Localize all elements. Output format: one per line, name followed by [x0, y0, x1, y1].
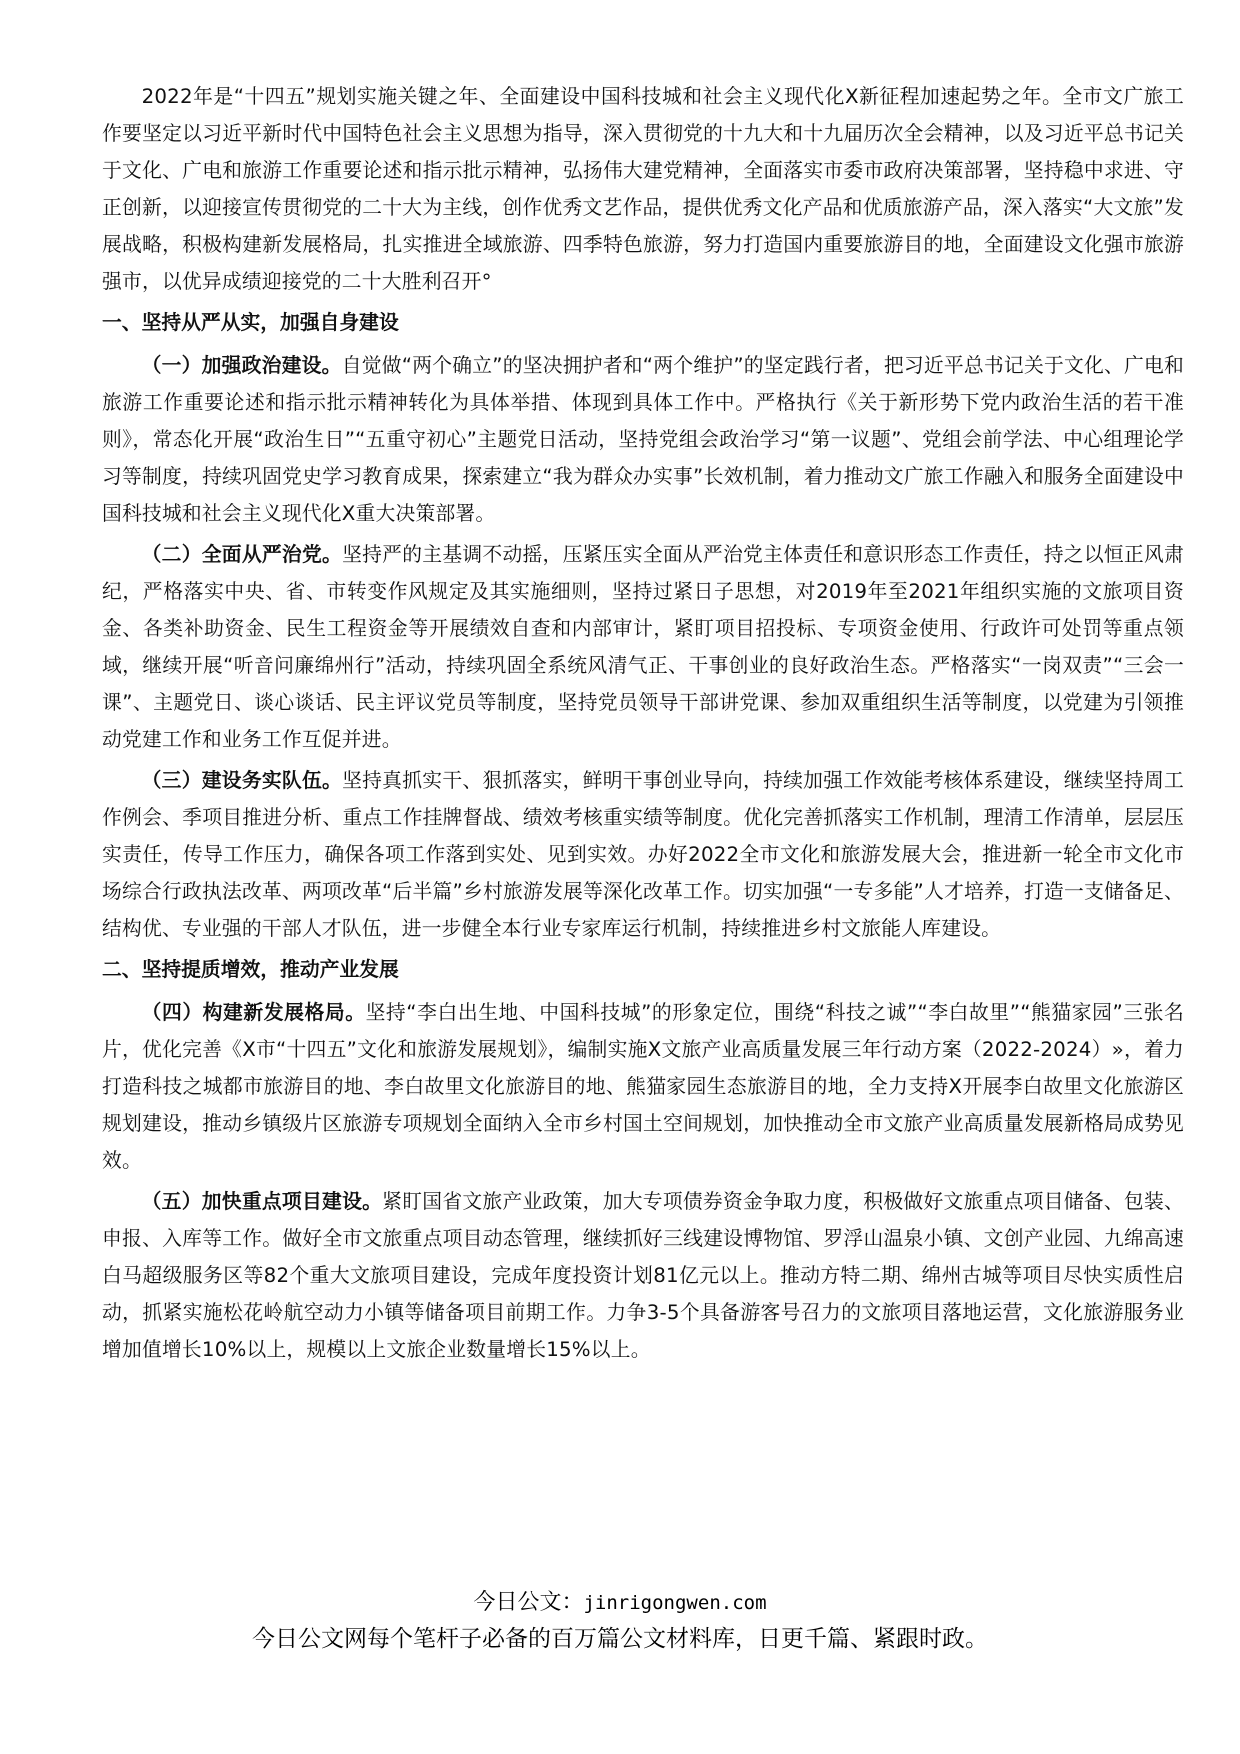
item-paragraph-3: [102, 762, 1184, 947]
item-paragraph-5: [102, 1183, 1184, 1368]
section-heading-1: 一、坚持从严从实，加强自身建设: [102, 311, 399, 334]
footer-url-link[interactable]: jinrigongwen.com: [583, 1592, 767, 1614]
footer-label: 今日公文：: [473, 1590, 584, 1615]
item-lead: （三）建设务实队伍。: [141, 769, 343, 792]
item-body: 坚持“李白出生地、中国科技城”的形象定位，围绕“科技之诚”“李白故里”“熊猫家园”三张名片，优化完善《X市“十四五”文化和旅游发展规划》，编制实施X文旅产业高质量发展三年行动方案（2022-2024）»，着力打造科技之城都市旅游目的地、李白故里文化旅游目的地、熊猫家园生态旅游目的地，全力支持X开展李白故里文化旅游区规划建设，推动乡镇级片区旅游专项规划全面纳入全市乡村国土空间规划，加快推动全市文旅产业高质量发展新格局成势见效。: [102, 1001, 1184, 1172]
item-paragraph-2: [102, 536, 1184, 758]
footer-source: [0, 1585, 1240, 1616]
item-body: 坚持严的主基调不动摇，压紧压实全面从严治党主体责任和意识形态工作责任，持之以恒正风肃纪，严格落实中央、省、市转变作风规定及其实施细则，坚持过紧日子思想，对2019年至2021年组织实施的文旅项目资金、各类补助资金、民生工程资金等开展绩效自查和内部审计，紧盯项目招投标、专项资金使用、行政许可处罚等重点领域，继续开展“听音问廉绵州行”活动，持续巩固全系统风清气正、干事创业的良好政治生态。严格落实“一岗双责”“三会一课”、主题党日、谈心谈话、民主评议党员等制度，坚持党员领导干部讲党课、参加双重组织生活等制度，以党建为引领推动党建工作和业务工作互促并进。: [102, 543, 1184, 751]
document-body: [102, 78, 1184, 1368]
item-lead: （二）全面从严治党。: [141, 543, 343, 566]
item-lead: （四）构建新发展格局。: [141, 1001, 366, 1024]
item-paragraph-1: [102, 347, 1184, 532]
item-body: 紧盯国省文旅产业政策，加大专项债券资金争取力度，积极做好文旅重点项目储备、包装、申报、入库等工作。做好全市文旅重点项目动态管理，继续抓好三线建设博物馆、罗浮山温泉小镇、文创产业园、九绵高速白马超级服务区等82个重大文旅项目建设，完成年度投资计划81亿元以上。推动方特二期、绵州古城等项目尽快实质性启动，抓紧实施松花岭航空动力小镇等储备项目前期工作。力争3-5个具备游客号召力的文旅项目落地运营，文化旅游服务业增加值增长10%以上，规模以上文旅企业数量增长15%以上。: [102, 1190, 1184, 1361]
item-body: 坚持真抓实干、狠抓落实，鲜明干事创业导向，持续加强工作效能考核体系建设，继续坚持周工作例会、季项目推进分析、重点工作挂牌督战、绩效考核重实绩等制度。优化完善抓落实工作机制，理清工作清单，层层压实责任，传导工作压力，确保各项工作落到实处、见到实效。办好2022全市文化和旅游发展大会，推进新一轮全市文化市场综合行政执法改革、两项改革“后半篇”乡村旅游发展等深化改革工作。切实加强“一专多能”人才培养，打造一支储备足、结构优、专业强的干部人才队伍，进一步健全本行业专家库运行机制，持续推进乡村文旅能人库建设。: [102, 769, 1184, 940]
intro-paragraph: 2022年是“十四五”规划实施关键之年、全面建设中国科技城和社会主义现代化X新征程加速起势之年。全市文广旅工作要坚定以习近平新时代中国特色社会主义思想为指导，深入贯彻党的十九大和十九届历次全会精神，以及习近平总书记关于文化、广电和旅游工作重要论述和指示批示精神，弘扬伟大建党精神，全面落实市委市政府决策部署，坚持稳中求进、守正创新，以迎接宣传贯彻党的二十大为主线，创作优秀文艺作品，提供优秀文化产品和优质旅游产品，深入落实“大文旅”发展战略，积极构建新发展格局，扎实推进全域旅游、四季特色旅游，努力打造国内重要旅游目的地，全面建设文化强市旅游强市，以优异成绩迎接党的二十大胜利召开°: [102, 85, 1184, 293]
item-paragraph-4: [102, 994, 1184, 1179]
section-heading-2: 二、坚持提质增效，推动产业发展: [102, 958, 399, 981]
item-lead: （一）加强政治建设。: [141, 354, 342, 377]
item-lead: （五）加快重点项目建设。: [141, 1190, 383, 1213]
footer-slogan: 今日公文网每个笔杆子必备的百万篇公文材料库，日更千篇、紧跟时政。: [252, 1626, 988, 1652]
item-body: 自觉做“两个确立”的坚决拥护者和“两个维护”的坚定践行者，把习近平总书记关于文化、广电和旅游工作重要论述和指示批示精神转化为具体举措、体现到具体工作中。严格执行《关于新形势下党内政治生活的若干准则》，常态化开展“政治生日”“五重守初心”主题党日活动，坚持党组会政治学习“第一议题”、党组会前学法、中心组理论学习等制度，持续巩固党史学习教育成果，探索建立“我为群众办实事”长效机制，着力推动文广旅工作融入和服务全面建设中国科技城和社会主义现代化X重大决策部署。: [102, 354, 1184, 525]
